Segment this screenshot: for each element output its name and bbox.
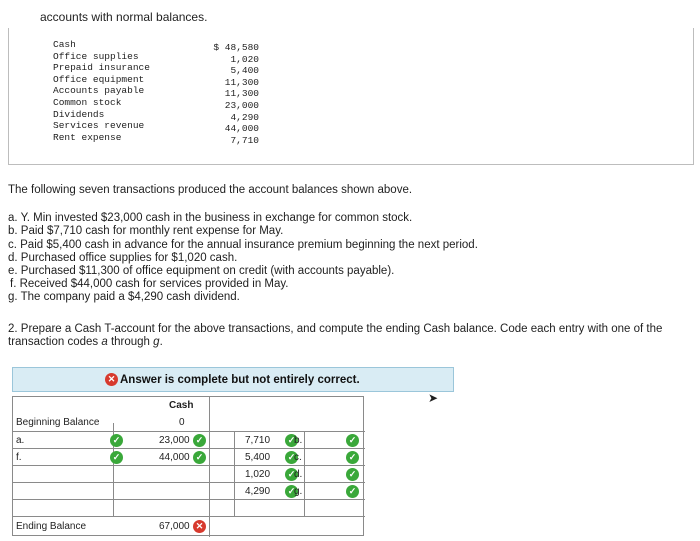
transaction-item: c. Paid $5,400 cash in advance for the annual insurance premium beginning the next period. — [8, 239, 478, 251]
question-text-part: transaction codes — [8, 336, 102, 348]
credit-amount[interactable]: 7,710 — [245, 435, 271, 446]
check-icon: ✓ — [346, 468, 359, 481]
debit-code[interactable]: f. — [16, 452, 22, 463]
transaction-item: a. Y. Min invested $23,000 cash in the business in exchange for common stock. — [8, 212, 413, 224]
transaction-item: b. Paid $7,710 cash for monthly rent expense for May. — [8, 225, 284, 237]
check-icon: ✓ — [285, 485, 298, 498]
transaction-item: d. Purchased office supplies for $1,020 cash. — [8, 252, 238, 264]
credit-code[interactable]: g. — [294, 486, 303, 497]
answer-status-text: Answer is complete but not entirely correct. — [120, 374, 360, 386]
check-icon: ✓ — [110, 434, 123, 447]
account-name: Office equipment — [53, 73, 145, 85]
check-icon: ✓ — [285, 434, 298, 447]
debit-code[interactable]: a. — [16, 435, 25, 446]
credit-amount[interactable]: 4,290 — [245, 486, 271, 497]
transaction-item: e. Purchased $11,300 of office equipment on credit (with accounts payable). — [8, 265, 395, 277]
check-icon: ✓ — [110, 451, 123, 464]
intro-text: accounts with normal balances. — [40, 10, 208, 24]
account-balance: 44,000 — [224, 123, 259, 135]
check-icon: ✓ — [285, 468, 298, 481]
error-x-icon: ✕ — [105, 373, 118, 386]
t-account-title: Cash — [169, 400, 194, 411]
debit-amount[interactable]: 44,000 — [159, 452, 190, 463]
check-icon: ✓ — [346, 434, 359, 447]
transactions-intro: The following seven transactions produced the account balances shown above. — [8, 184, 413, 196]
account-name: Common stock — [53, 97, 122, 108]
question-code-end: g — [153, 336, 160, 348]
check-icon: ✓ — [193, 434, 206, 447]
check-icon: ✓ — [346, 485, 359, 498]
ending-balance-label: Ending Balance — [16, 521, 87, 532]
question-code-start: a — [101, 336, 108, 348]
error-x-icon: ✕ — [193, 520, 206, 533]
question-text-part: . — [159, 336, 163, 348]
account-balance: 7,710 — [230, 134, 259, 146]
ending-balance-value[interactable]: 67,000 — [159, 521, 190, 532]
transaction-item: f. Received $44,000 cash for services provided in May. — [10, 278, 289, 290]
transaction-item: g. The company paid a $4,290 cash dividend. — [8, 291, 240, 303]
account-name: Accounts payable — [53, 85, 145, 97]
cash-t-account — [12, 396, 364, 536]
credit-code[interactable]: b. — [294, 435, 303, 446]
debit-amount[interactable]: 23,000 — [159, 435, 190, 446]
account-name: Cash — [53, 39, 76, 50]
account-name: Services revenue — [53, 120, 145, 132]
question-line-1: 2. Prepare a Cash T-account for the above transactions, and compute the ending Cash balance. Code each entry with one of the — [8, 323, 663, 335]
account-balance: 5,400 — [230, 65, 259, 77]
account-balance: 4,290 — [230, 111, 259, 123]
account-balance: 1,020 — [230, 53, 259, 65]
credit-amount[interactable]: 5,400 — [245, 452, 271, 463]
account-name: Rent expense — [53, 131, 122, 143]
account-balance: 11,300 — [224, 88, 259, 100]
beginning-balance-value: 0 — [179, 417, 185, 428]
credit-code[interactable]: d. — [294, 469, 303, 480]
check-icon: ✓ — [346, 451, 359, 464]
account-name: Office supplies — [53, 50, 139, 62]
account-name: Prepaid insurance — [53, 62, 150, 74]
account-balance: $ 48,580 — [213, 42, 259, 53]
mouse-cursor-icon: ➤ — [428, 391, 439, 405]
check-icon: ✓ — [285, 451, 298, 464]
question-text-part: through — [107, 336, 154, 348]
credit-amount[interactable]: 1,020 — [245, 469, 271, 480]
account-balance: 23,000 — [224, 100, 259, 111]
beginning-balance-label: Beginning Balance — [16, 417, 100, 428]
answer-status-bar — [12, 367, 454, 392]
question-text — [8, 323, 698, 349]
account-balances-box — [8, 28, 694, 165]
question-line-2 — [8, 336, 698, 349]
account-balance: 11,300 — [224, 76, 259, 88]
credit-code[interactable]: c. — [294, 452, 302, 463]
check-icon: ✓ — [193, 451, 206, 464]
account-name: Dividends — [53, 108, 105, 120]
